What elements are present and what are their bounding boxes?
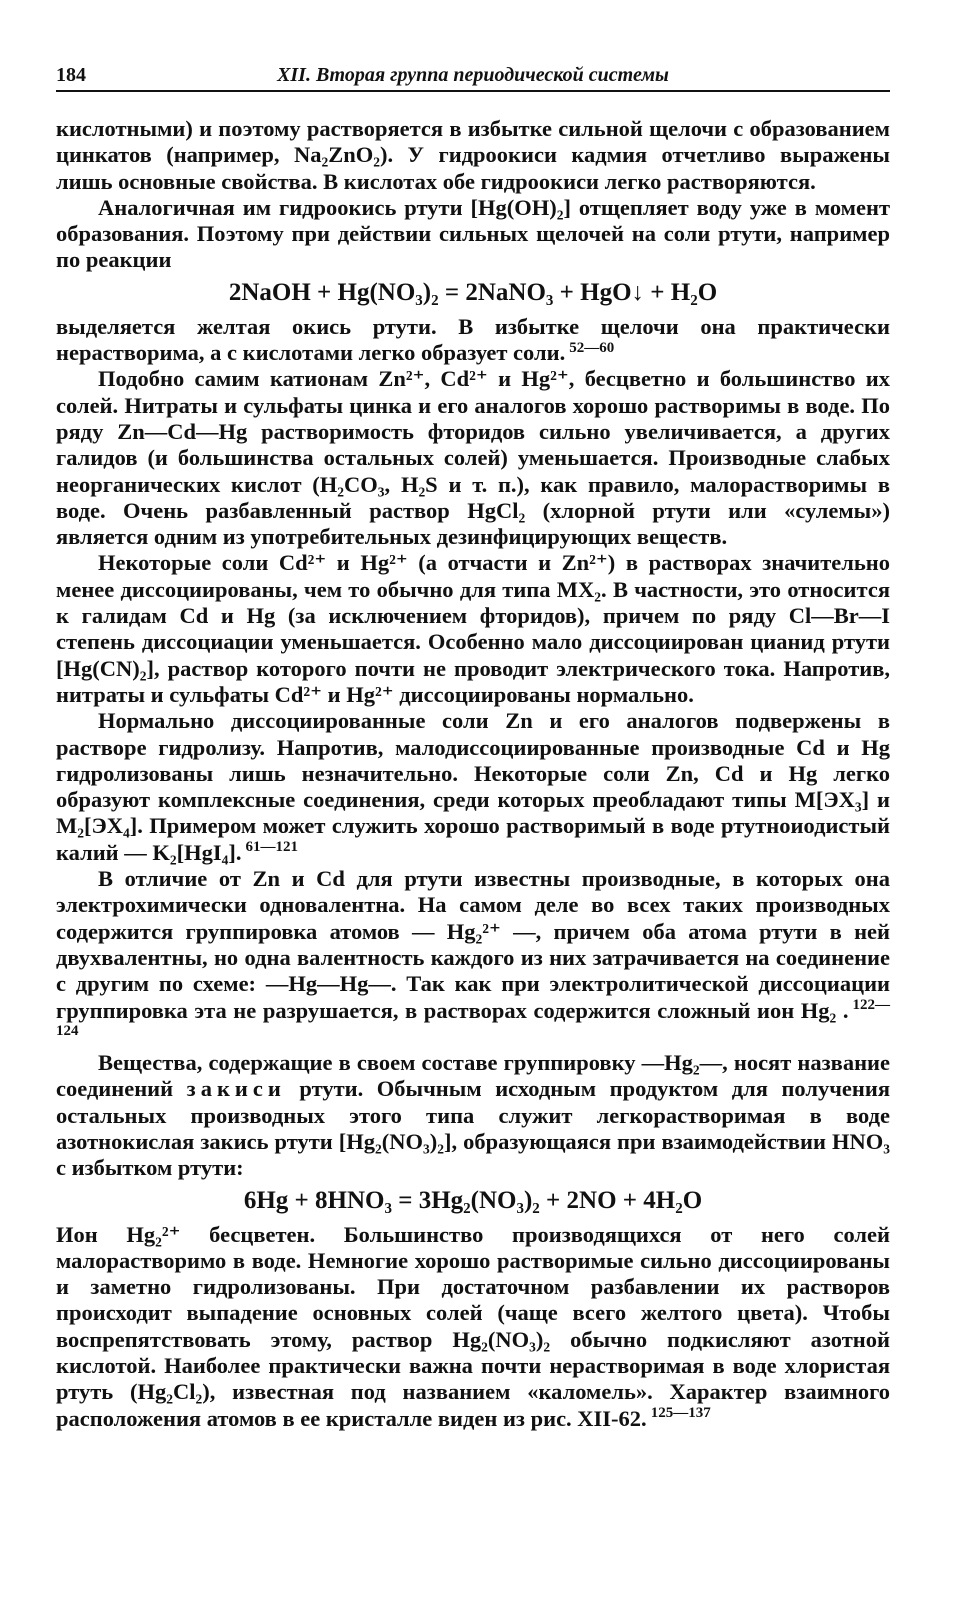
paragraph: Аналогичная им гидроокись ртути [Hg(OH)₂] отщепляет воду уже в момент образования. Поэтому при действии сильных щелочей на соли ртути, например по реакции: [56, 194, 890, 273]
paragraph: [56, 866, 890, 1050]
running-title: XII. Вторая группа периодической системы: [277, 64, 669, 86]
paragraph-text: Вещества, содержащие в своем составе группировку —Hg₂—, носят название соединений: [56, 1050, 890, 1102]
paragraph-text: В отличие от Zn и Cd для ртути известны производные, в которых она электрохимически одновалентна. На самом деле во всех таких производных содержится группировка атомов — Hg₂²⁺ —, причем оба атома ртути в ней двухвалентны, но одна валентность каждого из них затрачивается на соединение с другим по схеме: —Hg—Hg—. Так как при электролитической диссоциации группировка эта не разрушается, в растворах содержится сложный ион Hg₂ .: [56, 866, 890, 1023]
reference-note: 52—60: [569, 339, 615, 356]
page-header: [56, 58, 890, 92]
page-number: 184: [56, 64, 86, 86]
spaced-emphasis: закиси: [186, 1076, 286, 1102]
paragraph-text: выделяется желтая окись ртути. В избытке щелочи она практически нерастворима, а с кислотами легко образует соли.: [56, 313, 890, 366]
reference-note: 61—121: [245, 839, 298, 856]
page-body: [56, 116, 890, 1432]
paragraph: [56, 1050, 890, 1181]
book-page: [56, 58, 890, 1432]
paragraph-text: Нормально диссоциированные соли Zn и его аналогов подвержены в растворе гидролизу. Напротив, малодиссоциированные производные Cd и Hg гидролизованы лишь незначительно. Некоторые соли Zn, Cd и Hg легко образуют комплексные соединения, среди которых преобладают типы M[ЭX₃] и M₂[ЭX₄]. Примером может служить хорошо растворимый в воде ртутноиодистый калий — K₂[HgI₄].: [56, 708, 890, 865]
paragraph-continued: кислотными) и поэтому растворяется в избытке сильной щелочи с образованием цинкатов (например, Na₂ZnO₂). У гидроокиси кадмия отчетливо выражены лишь основные свойства. В кислотах обе гидроокиси легко растворяются.: [56, 116, 890, 194]
reference-note: 125—137: [650, 1405, 711, 1422]
equation: 2NaOH + Hg(NO₃)₂ = 2NaNO₃ + HgO↓ + H₂O: [228, 278, 718, 306]
paragraph-continued: [56, 314, 890, 367]
paragraph: Подобно самим катионам Zn²⁺, Cd²⁺ и Hg²⁺, бесцветно и большинство их солей. Нитраты и сульфаты цинка и его аналогов хорошо растворимы в воде. По ряду Zn—Cd—Hg растворимость фторидов сильно увеличивается, а других галидов (и большинства остальных солей) уменьшается. Производные слабых неорганических кислот (H₂CO₃, H₂S и т. п.), как правило, малорастворимы в воде. Очень разбавленный раствор HgCl₂ (хлорной ртути или «сулемы») является одним из употребительных дезинфицирующих веществ.: [56, 366, 890, 550]
reference-note: 122—124: [56, 997, 890, 1040]
equation: 6Hg + 8HNO₃ = 3Hg₂(NO₃)₂ + 2NO + 4H₂O: [243, 1186, 703, 1214]
paragraph-text: ртути. Обычным исходным продуктом для получения остальных производных этого типа служит легкорастворимая в воде азотнокислая закись ртути [Hg₂(NO₃)₂], образующаяся при взаимодействии HNO₃ с избытком ртути:: [56, 1076, 891, 1181]
paragraph-continued: [56, 1222, 890, 1432]
paragraph-text: Ион Hg₂²⁺ бесцветен. Большинство производящихся от него солей малорастворимо в воде. Немногие хорошо растворимые сильно диссоциированы и заметно гидролизованы. При достаточном разбавлении их растворов происходит выпадение основных солей (чаще всего желтого цвета). Чтобы воспрепятствовать этому, раствор Hg₂(NO₃)₂ обычно подкисляют азотной кислотой. Наиболее практически важна почти нерастворимая в воде хлористая ртуть (Hg₂Cl₂), известная под названием «каломель». Характер взаимного расположения атомов в ее кристалле виден из рис. XII-62.: [56, 1221, 890, 1431]
paragraph: Некоторые соли Cd²⁺ и Hg²⁺ (а отчасти и Zn²⁺) в растворах значительно менее диссоциированы, чем то обычно для типа MX₂. В частности, это относится к галидам Cd и Hg (за исключением фторидов), причем по ряду Cl—Br—I степень диссоциации уменьшается. Особенно мало диссоциирован цианид ртути [Hg(CN)₂], раствор которого почти не проводит электрического тока. Напротив, нитраты и сульфаты Cd²⁺ и Hg²⁺ диссоциированы нормально.: [56, 550, 890, 707]
paragraph: [56, 708, 890, 866]
